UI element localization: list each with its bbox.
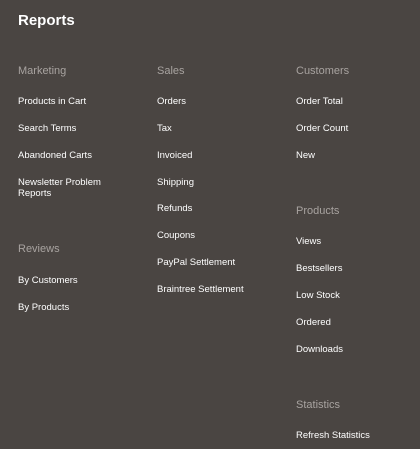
menu-link-by-customers[interactable]: By Customers [18,275,78,286]
menu-link-coupons[interactable]: Coupons [157,230,196,241]
panel-title: Reports [18,12,75,29]
menu-link-views[interactable]: Views [296,236,322,247]
menu-link-search-terms[interactable]: Search Terms [18,123,77,134]
menu-link-paypal-settlement[interactable]: PayPal Settlement [157,257,236,268]
menu-link-invoiced[interactable]: Invoiced [157,150,193,161]
section-title-products: Products [296,205,340,217]
menu-link-low-stock[interactable]: Low Stock [296,290,340,301]
menu-link-tax[interactable]: Tax [157,123,172,134]
menu-link-new-customers[interactable]: New [296,150,316,161]
section-title-marketing: Marketing [18,65,67,77]
menu-link-by-products[interactable]: By Products [18,302,70,313]
menu-link-ordered[interactable]: Ordered [296,317,331,328]
menu-link-newsletter-problem-reports[interactable]: Newsletter Problem Reports [18,177,101,199]
menu-link-order-count[interactable]: Order Count [296,123,349,134]
menu-link-abandoned-carts[interactable]: Abandoned Carts [18,150,92,161]
menu-link-braintree-settlement[interactable]: Braintree Settlement [157,284,244,295]
section-title-customers: Customers [296,65,350,77]
menu-link-order-total[interactable]: Order Total [296,96,343,107]
menu-link-refresh-statistics[interactable]: Refresh Statistics [296,430,370,441]
menu-link-shipping[interactable]: Shipping [157,177,194,188]
menu-link-products-in-cart[interactable]: Products in Cart [18,96,87,107]
menu-link-bestsellers[interactable]: Bestsellers [296,263,343,274]
section-title-reviews: Reviews [18,243,60,255]
section-title-statistics: Statistics [296,399,341,411]
menu-link-refunds[interactable]: Refunds [157,203,193,214]
menu-link-downloads[interactable]: Downloads [296,344,343,355]
section-title-sales: Sales [157,65,185,77]
menu-link-orders[interactable]: Orders [157,96,187,107]
